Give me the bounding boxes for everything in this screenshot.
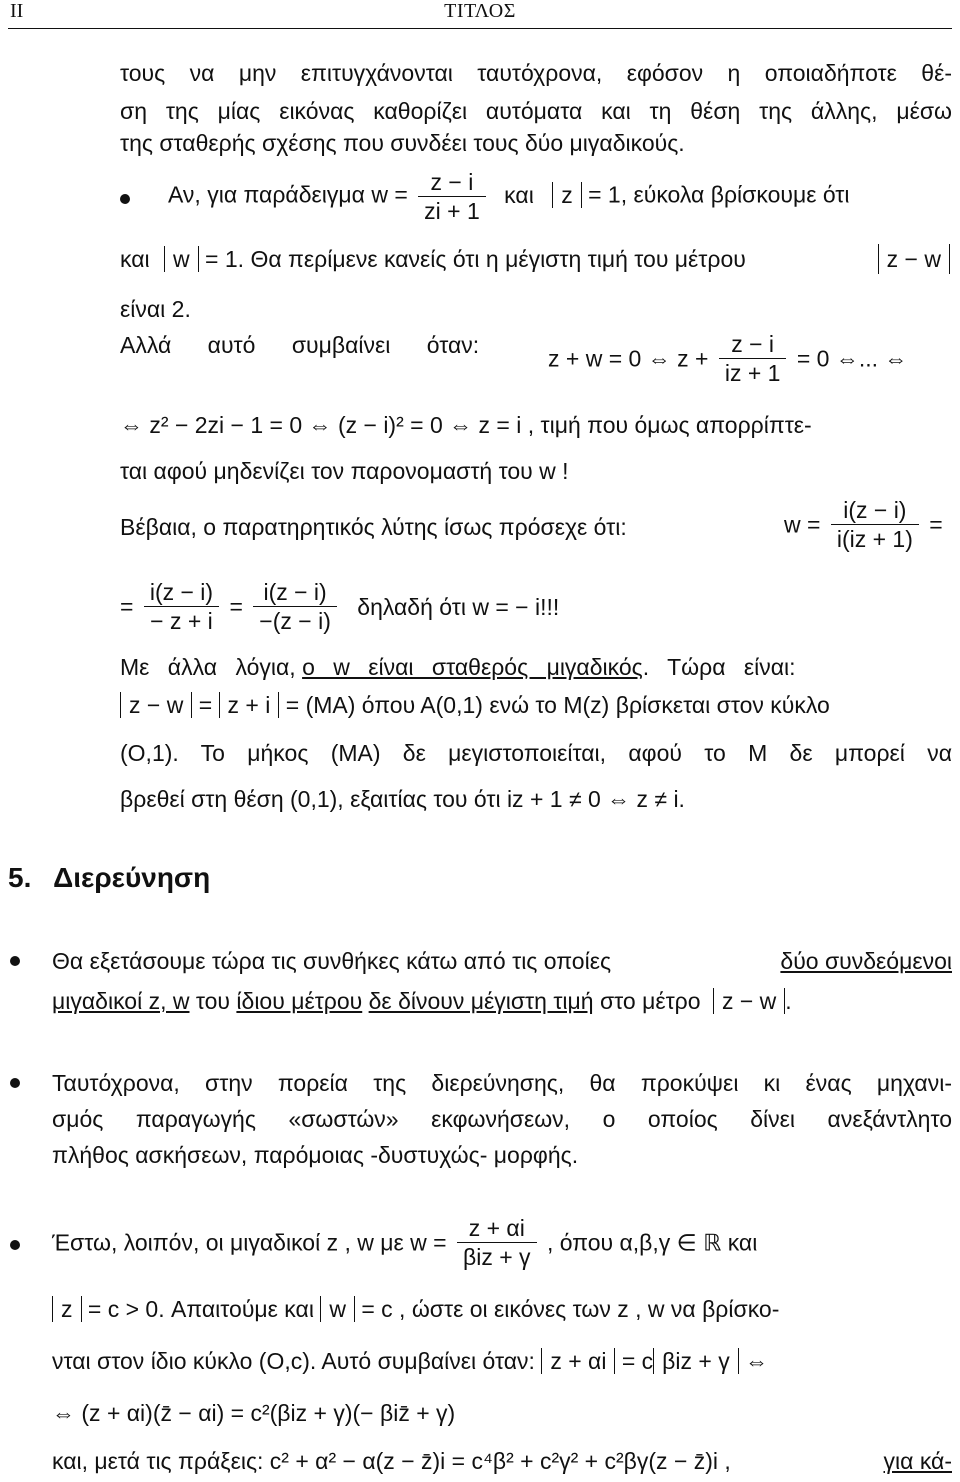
example-result: = 1, εύκολα βρίσκουμε ότι <box>588 181 850 208</box>
bullet-text: . <box>785 988 792 1014</box>
fraction <box>418 168 486 225</box>
text-line-11 <box>120 578 559 635</box>
modulus-z: z <box>552 182 582 208</box>
example-text: Αν, για παράδειγμα w = <box>168 181 408 208</box>
text-line-6: είναι 2. <box>120 296 191 322</box>
bullet-text: στο μέτρο <box>599 988 701 1014</box>
bullet-text: Έστω, λοιπόν, οι μιγαδικοί z , w με w = <box>52 1229 447 1256</box>
eq-equals: = <box>120 593 134 620</box>
bullet-text: Θα εξετάσουμε τώρα τις συνθήκες κάτω από τις οποίες <box>52 948 612 974</box>
equation-10 <box>784 496 943 553</box>
text-and: και <box>120 246 150 272</box>
modulus-z: z <box>52 1296 82 1322</box>
fraction <box>831 496 919 553</box>
text-ma: = (ΜΑ) όπου Α(0,1) ενώ το Μ(z) βρίσκεται στον κύκλο <box>285 692 830 718</box>
bullet-2-line-3: πλήθος ασκήσεων, παρόμοιας -δυστυχώς- μορφής. <box>52 1142 579 1168</box>
text-line-14: (Ο,1). Το μήκος (ΜΑ) δε μεγιστοποιείται, αφού το Μ δε μπορεί να <box>120 740 952 766</box>
modulus-z-minus-w: z − w <box>878 244 950 274</box>
bullet-3-line-5 <box>52 1446 952 1476</box>
bullet-3-line-3 <box>52 1346 952 1376</box>
fraction-denominator: −(z − i) <box>253 606 337 635</box>
bullet-3-line-4: ⇔ (z + αi)(z̄ − αi) = c²(βiz + γ)(− βiz̄ + γ) <box>52 1400 456 1426</box>
text-line-2: ση της μίας εικόνας καθορίζει αυτόματα και τη θέση της άλλης, μέσω <box>120 98 952 124</box>
underlined-text: ίδιου μέτρου <box>236 988 363 1014</box>
modulus-z-plus-i: z + i <box>219 692 280 718</box>
bullet-text: και, μετά τις πράξεις: c² + α² − α(z − z̄)i = c⁴β² + c²γ² + c²βγ(z − z̄)i , <box>52 1448 731 1474</box>
modulus-w: w <box>320 1296 355 1322</box>
equation-7 <box>548 330 907 387</box>
fraction-numerator: i(z − i) <box>263 579 327 605</box>
eq-right: = 0 ⇔... ⇔ <box>796 345 908 372</box>
bullet-1-line-2 <box>52 986 952 1016</box>
text-expectation: = 1. Θα περίμενε κανείς ότι η μέγιστη τιμή του μέτρου <box>205 246 746 272</box>
text-line-9: ται αφού μηδενίζει τον παρονομαστή του w ! <box>120 458 569 484</box>
example-and: και <box>504 181 534 208</box>
text-line-13 <box>120 690 950 720</box>
text-line-8: ⇔ z² − 2zi − 1 = 0 ⇔ (z − i)² = 0 ⇔ z = i , τιμή που όμως απορρίπτε- <box>120 412 812 438</box>
text-line-12 <box>120 652 950 682</box>
text-line-5 <box>120 244 950 274</box>
underlined-text: δε δίνουν μέγιστη τιμή <box>368 988 594 1014</box>
fraction <box>719 330 787 387</box>
fraction-numerator: z + αi <box>468 1215 525 1241</box>
modulus-biz-plus-g: βiz + γ <box>653 1348 739 1374</box>
fraction-numerator: z − i <box>731 331 775 357</box>
underlined-text: ο w είναι σταθερός μιγαδικός <box>302 654 643 680</box>
text-line-15: βρεθεί στη θέση (0,1), εξαιτίας του ότι iz + 1 ≠ 0 ⇔ z ≠ i. <box>120 786 685 812</box>
modulus-z-minus-w: z − w <box>713 988 785 1014</box>
underlined-text: δύο συνδεόμενοι <box>780 948 952 974</box>
bullet-2-line-1: Ταυτόχρονα, στην πορεία της διερεύνησης, θα προκύψει κι ένας μηχανι- <box>52 1070 952 1096</box>
fraction-denominator: zi + 1 <box>418 196 486 225</box>
eq-equals-c: = c <box>621 1348 654 1374</box>
section-number: 5. <box>8 862 32 893</box>
header-rule <box>8 28 952 29</box>
bullet-3-line-1 <box>52 1214 952 1271</box>
bullet-icon <box>10 1078 20 1088</box>
bullet-2-line-2: σμός παραγωγής «σωστών» εκφωνήσεων, ο οποίος δίνει ανεξάντλητο <box>52 1106 952 1132</box>
bullet-1-line-1 <box>52 946 952 976</box>
eq-w: w = <box>784 511 821 538</box>
eq-equals: = <box>229 593 243 620</box>
bullet-icon <box>10 1240 20 1250</box>
text-observer: Βέβαια, ο παρατηρητικός λύτης ίσως πρόσεχε ότι: <box>120 514 627 540</box>
text-in-other-words: Με άλλα λόγια, <box>120 654 296 680</box>
underlined-text: μιγαδικοί z, w <box>52 988 190 1014</box>
eq-left: z + w = 0 ⇔ z + <box>548 345 709 372</box>
fraction-numerator: z − i <box>430 169 474 195</box>
eq-equals: = <box>198 692 213 718</box>
fraction <box>253 578 337 635</box>
underlined-text: για κά- <box>883 1448 952 1474</box>
running-title: ΤΙΤΛΟΣ <box>444 0 516 22</box>
page-number: ΙΙ <box>10 0 24 22</box>
bullet-text: = c , ώστε οι εικόνες των z , w να βρίσκο- <box>361 1296 780 1322</box>
section-title: Διερεύνηση <box>53 862 211 893</box>
fraction <box>144 578 219 635</box>
modulus-z-minus-w: z − w <box>120 692 192 718</box>
bullet-icon <box>120 194 130 204</box>
fraction <box>457 1214 537 1271</box>
text-line-1: τους να μην επιτυγχάνονται ταυτόχρονα, εφόσον η οποιαδήποτε θέ- <box>120 60 952 86</box>
bullet-text: νται στον ίδιο κύκλο (O,c). Αυτό συμβαίνει όταν: <box>52 1348 535 1374</box>
iff-symbol: ⇔ <box>745 1348 769 1374</box>
fraction-numerator: i(z − i) <box>843 497 907 523</box>
bullet-text: , όπου α,β,γ ∈ ℝ και <box>546 1229 758 1256</box>
text-but: Αλλά αυτό συμβαίνει όταν: <box>120 332 480 358</box>
bullet-text: = c > 0. Απαιτούμε και <box>87 1296 314 1322</box>
fraction-denominator: i(iz + 1) <box>831 524 919 553</box>
page-header <box>0 0 960 32</box>
bullet-text: του <box>195 988 231 1014</box>
section-heading <box>8 862 210 894</box>
fraction-denominator: βiz + γ <box>457 1242 537 1271</box>
text-now: . Τώρα είναι: <box>642 654 796 680</box>
modulus-z-plus-ai: z + αi <box>541 1348 615 1374</box>
example-line <box>168 168 850 225</box>
modulus-w: w <box>164 246 199 272</box>
bullet-3-line-2 <box>52 1294 952 1324</box>
fraction-denominator: − z + i <box>144 606 219 635</box>
text-line-3: της σταθερής σχέσης που συνδέει τους δύο μιγαδικούς. <box>120 130 685 156</box>
bullet-icon <box>10 956 20 966</box>
fraction-denominator: iz + 1 <box>719 358 787 387</box>
text-line-7 <box>120 330 950 386</box>
fraction-numerator: i(z − i) <box>149 579 214 605</box>
eq-equals: = <box>929 511 943 538</box>
eq-conclusion: δηλαδή ότι w = − i!!! <box>357 593 560 620</box>
